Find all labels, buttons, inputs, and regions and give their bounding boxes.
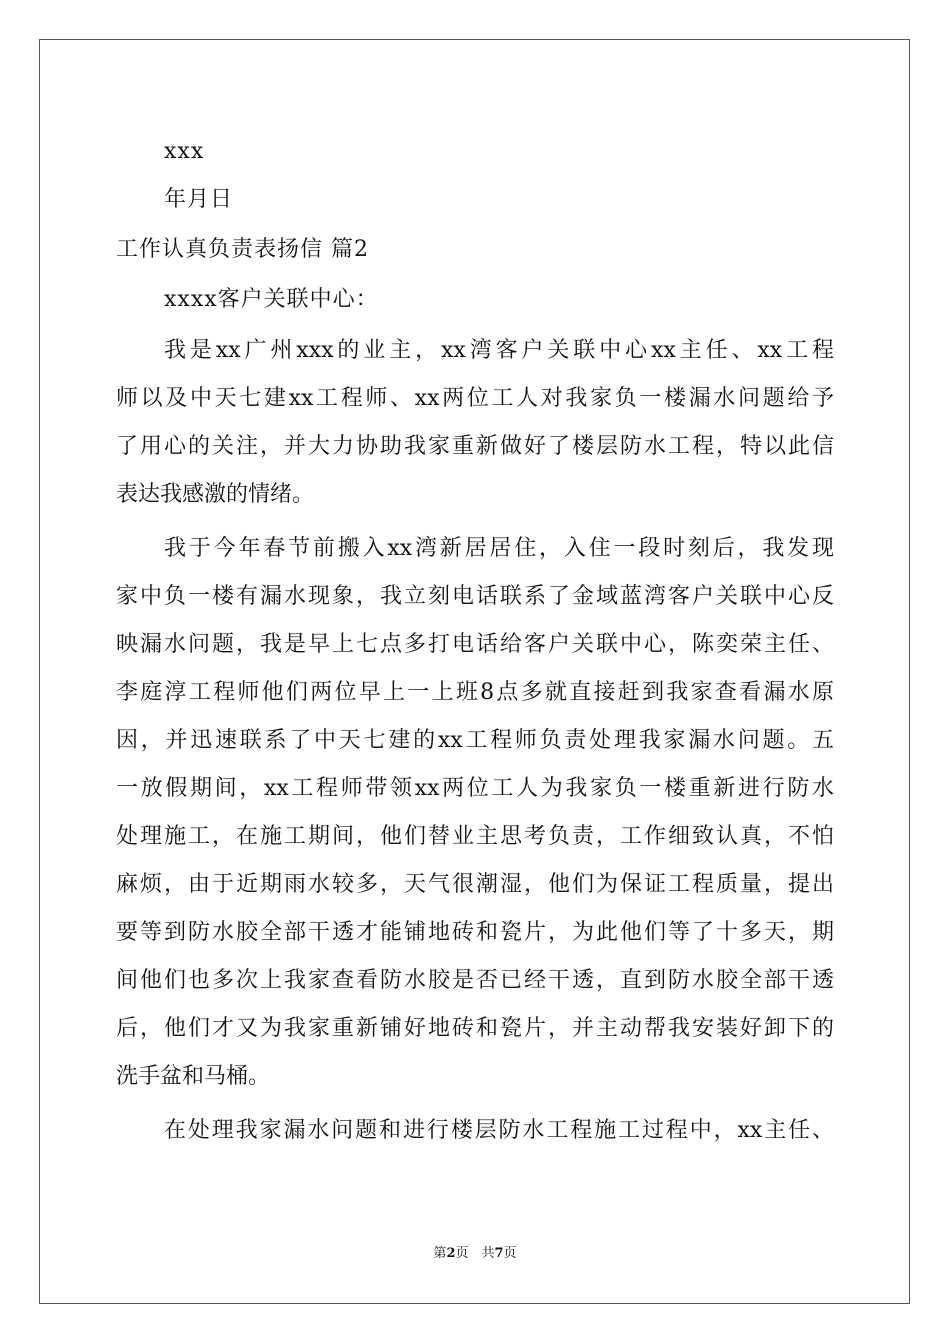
salutation: xxxx客户关联中心： bbox=[164, 287, 379, 312]
footer-mid: 页 共 bbox=[455, 1246, 495, 1261]
paragraph-1-line-3: 了用心的关注，并大力协助我家重新做好了楼层防水工程，特以此信 bbox=[116, 434, 834, 459]
paragraph-1-line-2: 师以及中天七建xx工程师、xx两位工人对我家负一楼漏水问题给予 bbox=[116, 386, 834, 411]
signature: xxx bbox=[164, 139, 205, 164]
section-title: 工作认真负责表扬信 篇2 bbox=[116, 237, 369, 262]
footer-prefix: 第 bbox=[433, 1246, 447, 1261]
footer-total-pages: 7 bbox=[494, 1246, 504, 1261]
paragraph-2-line-11: 后，他们才又为我家重新铺好地砖和瓷片，并主动帮我安装好卸下的 bbox=[116, 1016, 834, 1041]
paragraph-2-line-1: 我于今年春节前搬入xx湾新居居住，入住一段时刻后，我发现 bbox=[164, 536, 834, 561]
paragraph-2-line-10: 间他们也多次上我家查看防水胶是否已经干透，直到防水胶全部干透 bbox=[116, 968, 834, 993]
date-line: 年月日 bbox=[164, 187, 234, 212]
paragraph-2-line-8: 麻烦，由于近期雨水较多，天气很潮湿，他们为保证工程质量，提出 bbox=[116, 872, 834, 897]
paragraph-1-line-1: 我是xx广州xxx的业主，xx湾客户关联中心xx主任、xx工程 bbox=[164, 338, 834, 363]
page-border bbox=[39, 39, 910, 1304]
paragraph-2-line-2: 家中负一楼有漏水现象，我立刻电话联系了金域蓝湾客户关联中心反 bbox=[116, 584, 834, 609]
paragraph-2-line-3: 映漏水问题，我是早上七点多打电话给客户关联中心，陈奕荣主任、 bbox=[116, 632, 834, 657]
paragraph-3-line-1: 在处理我家漏水问题和进行楼层防水工程施工过程中，xx主任、 bbox=[164, 1118, 834, 1143]
paragraph-1-line-4: 表达我感激的情绪。 bbox=[116, 482, 315, 507]
paragraph-2-line-6: 一放假期间，xx工程师带领xx两位工人为我家负一楼重新进行防水 bbox=[116, 776, 834, 801]
footer-suffix: 页 bbox=[503, 1246, 517, 1261]
footer-current-page: 2 bbox=[446, 1246, 456, 1261]
paragraph-2-line-7: 处理施工，在施工期间，他们替业主思考负责，工作细致认真，不怕 bbox=[116, 824, 834, 849]
paragraph-2-line-4: 李庭淳工程师他们两位早上一上班8点多就直接赶到我家查看漏水原 bbox=[116, 680, 834, 705]
page-footer bbox=[0, 1245, 950, 1263]
paragraph-2-line-12: 洗手盆和马桶。 bbox=[116, 1064, 271, 1089]
paragraph-2-line-5: 因，并迅速联系了中天七建的xx工程师负责处理我家漏水问题。五 bbox=[116, 728, 834, 753]
paragraph-2-line-9: 要等到防水胶全部干透才能铺地砖和瓷片，为此他们等了十多天，期 bbox=[116, 920, 834, 945]
